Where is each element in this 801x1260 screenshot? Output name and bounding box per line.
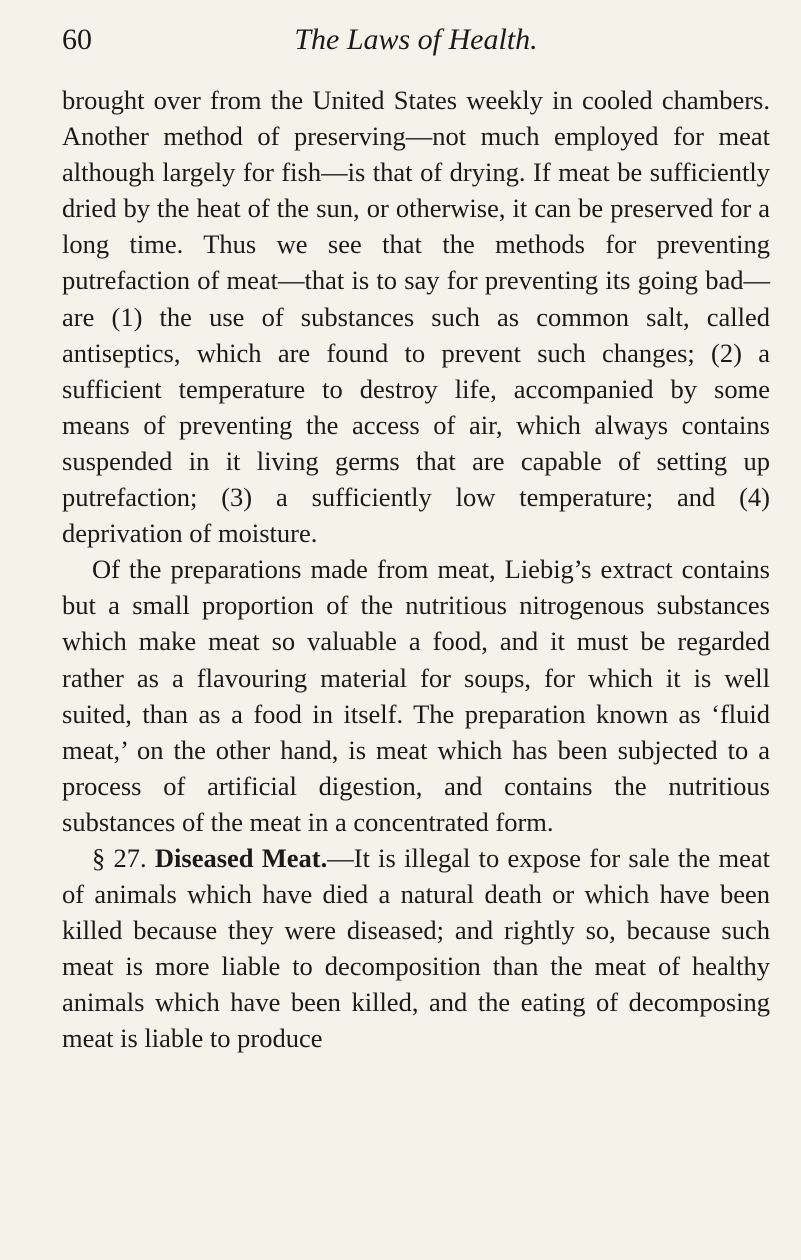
section-heading: Diseased Meat. xyxy=(154,842,328,873)
paragraph-meat-preparations: Of the preparations made from meat, Liebig’s extract contains but a small proportion of the nutritious nitrogenous substances which make meat so valuable a food, and it must be regarded rather as a flavouring material for soups, for which it is well suited, than as a food in itself. The preparation known as ‘fluid meat,’ on the other hand, is meat which has been subjected to a process of artificial digestion, and contains the nutritious substances of the meat in a concentrated form. xyxy=(62,554,770,837)
page-number: 60 xyxy=(62,23,92,56)
section-text: —It is illegal to expose for sale the meat of animals which have died a natural death or which have been killed because they were diseased; and rightly so, because such meat is more liable to decomposition than the meat of healthy animals which have been killed, and the eating of decomposing meat is liable to produce xyxy=(62,842,770,1054)
running-title: The Laws of Health. xyxy=(294,23,538,56)
paragraph-continuation: brought over from the United States weekly in cooled chambers. Another method of preserving—not much employed for meat although largely for fish—is that of drying. If meat be sufficiently dried by the heat of the sun, or otherwise, it can be preserved for a long time. Thus we see that the methods for preventing putrefaction of meat—that is to say for preventing its going bad—are (1) the use of substances such as common salt, called antiseptics, which are found to prevent such changes; (2) a sufficient temperature to destroy life, accompanied by some means of preventing the access of air, which always contains suspended in it living germs that are capable of setting up putrefaction; (3) a sufficiently low temperature; and (4) deprivation of moisture. xyxy=(62,85,770,549)
book-page xyxy=(62,14,770,1057)
running-header xyxy=(62,14,770,66)
section-number: § 27. xyxy=(92,842,147,873)
body-text xyxy=(62,82,770,1057)
paragraph-diseased-meat xyxy=(62,840,770,1057)
